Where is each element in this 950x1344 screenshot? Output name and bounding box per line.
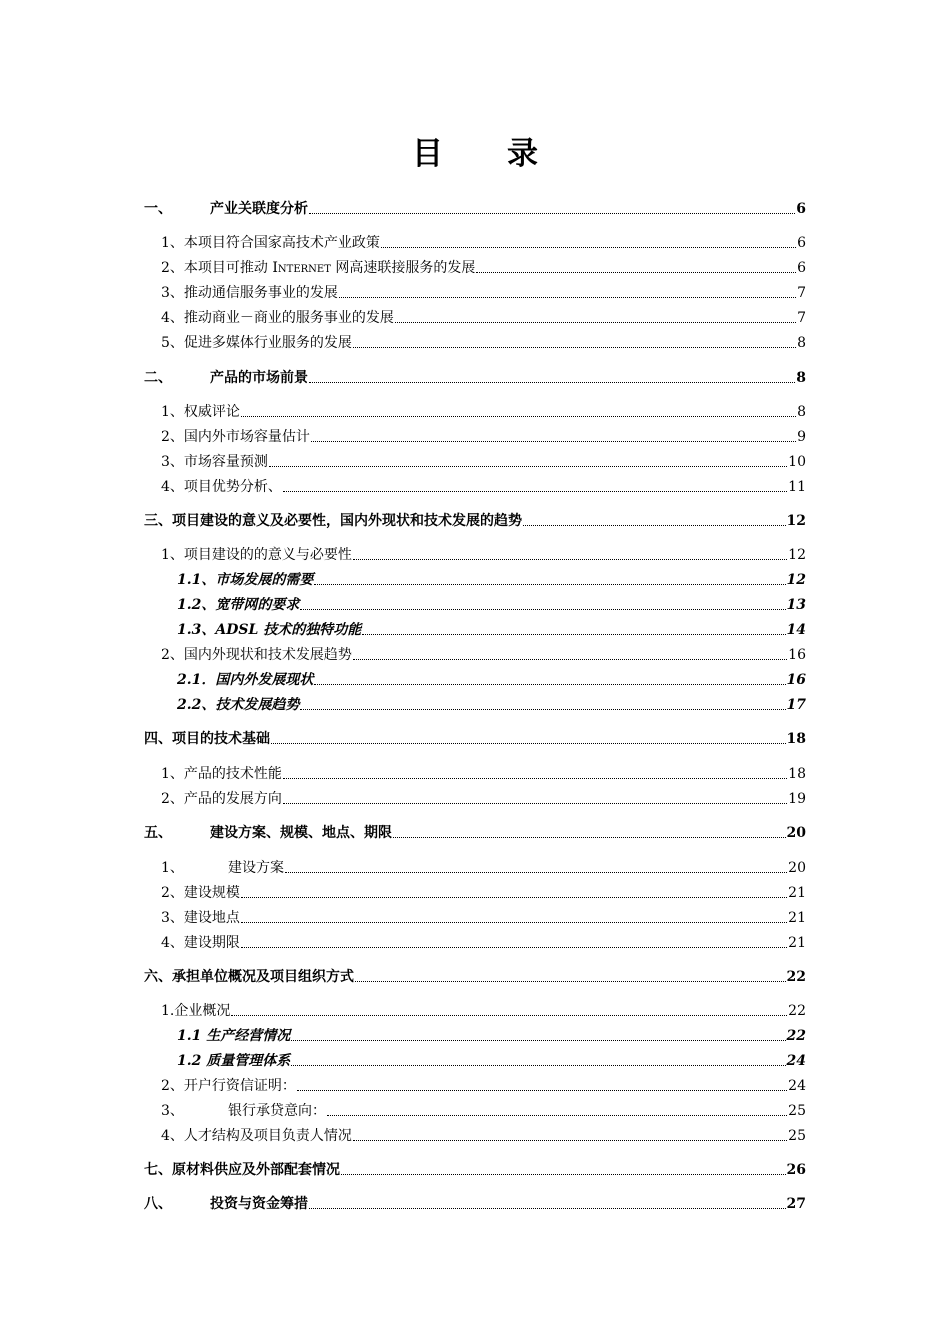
toc-entry[interactable]: 2、本项目可推动 Internet 网高速联接服务的发展 6 xyxy=(161,260,806,276)
toc-entry[interactable]: 1.1、市场发展的需要 12 xyxy=(177,572,806,588)
toc-entry[interactable]: 4、建设期限 21 xyxy=(161,935,806,951)
page-title xyxy=(0,128,950,173)
toc-entry[interactable]: 1.1 生产经营情况 22 xyxy=(177,1028,806,1044)
toc-entry[interactable]: 1、 建设方案 20 xyxy=(161,860,806,876)
toc-entry[interactable]: 七、原材料供应及外部配套情况 26 xyxy=(144,1162,806,1178)
toc-entry[interactable]: 3、 银行承贷意向： 25 xyxy=(161,1103,806,1119)
toc-entry[interactable]: 2、国内外现状和技术发展趋势 16 xyxy=(161,647,806,663)
toc-entry[interactable]: 5、促进多媒体行业服务的发展 8 xyxy=(161,335,806,351)
toc-entry[interactable]: 1、产品的技术性能 18 xyxy=(161,766,806,782)
toc-entry[interactable]: 1、项目建设的的意义与必要性 12 xyxy=(161,547,806,563)
toc-entry[interactable]: 四、项目的技术基础 18 xyxy=(144,731,806,747)
toc-entry[interactable]: 3、建设地点 21 xyxy=(161,910,806,926)
toc-entry[interactable]: 六、承担单位概况及项目组织方式 22 xyxy=(144,969,806,985)
toc-entry[interactable]: 1、权威评论 8 xyxy=(161,404,806,420)
toc-entry[interactable]: 1.2、宽带网的要求 13 xyxy=(177,597,806,613)
toc-entry[interactable]: 三、项目建设的意义及必要性，国内外现状和技术发展的趋势 12 xyxy=(144,513,806,529)
toc-entry[interactable]: 2、开户行资信证明： 24 xyxy=(161,1078,806,1094)
toc-entry[interactable]: 1、本项目符合国家高技术产业政策 6 xyxy=(161,235,806,251)
toc-entry[interactable]: 1.2 质量管理体系 24 xyxy=(177,1053,806,1069)
toc-entry[interactable]: 1.企业概况 22 xyxy=(161,1003,806,1019)
toc-entry[interactable]: 2、产品的发展方向 19 xyxy=(161,791,806,807)
toc-entry[interactable]: 4、人才结构及项目负责人情况 25 xyxy=(161,1128,806,1144)
toc-entry[interactable]: 4、项目优势分析、 11 xyxy=(161,479,806,495)
toc-entry[interactable]: 八、 投资与资金筹措 27 xyxy=(144,1196,806,1212)
toc-entry[interactable]: 二、 产品的市场前景 8 xyxy=(144,370,806,386)
toc-entry[interactable]: 2、国内外市场容量估计 9 xyxy=(161,429,806,445)
title-char-1: 目 xyxy=(412,136,443,172)
toc-entry[interactable]: 2.2、技术发展趋势 17 xyxy=(177,697,806,713)
toc-entry[interactable]: 3、市场容量预测 10 xyxy=(161,454,806,470)
toc-entry[interactable]: 2.1．国内外发展现状 16 xyxy=(177,672,806,688)
toc-entry[interactable]: 2、建设规模 21 xyxy=(161,885,806,901)
toc-entry[interactable]: 一、 产业关联度分析 6 xyxy=(144,201,806,217)
toc-entry[interactable]: 1.3、ADSL 技术的独特功能 14 xyxy=(177,622,806,638)
toc-entry[interactable]: 3、推动通信服务事业的发展 7 xyxy=(161,285,806,301)
toc-entry[interactable]: 4、推动商业－商业的服务事业的发展 7 xyxy=(161,310,806,326)
toc-entry[interactable]: 五、 建设方案、规模、地点、期限 20 xyxy=(144,825,806,841)
title-char-2: 录 xyxy=(507,136,538,172)
